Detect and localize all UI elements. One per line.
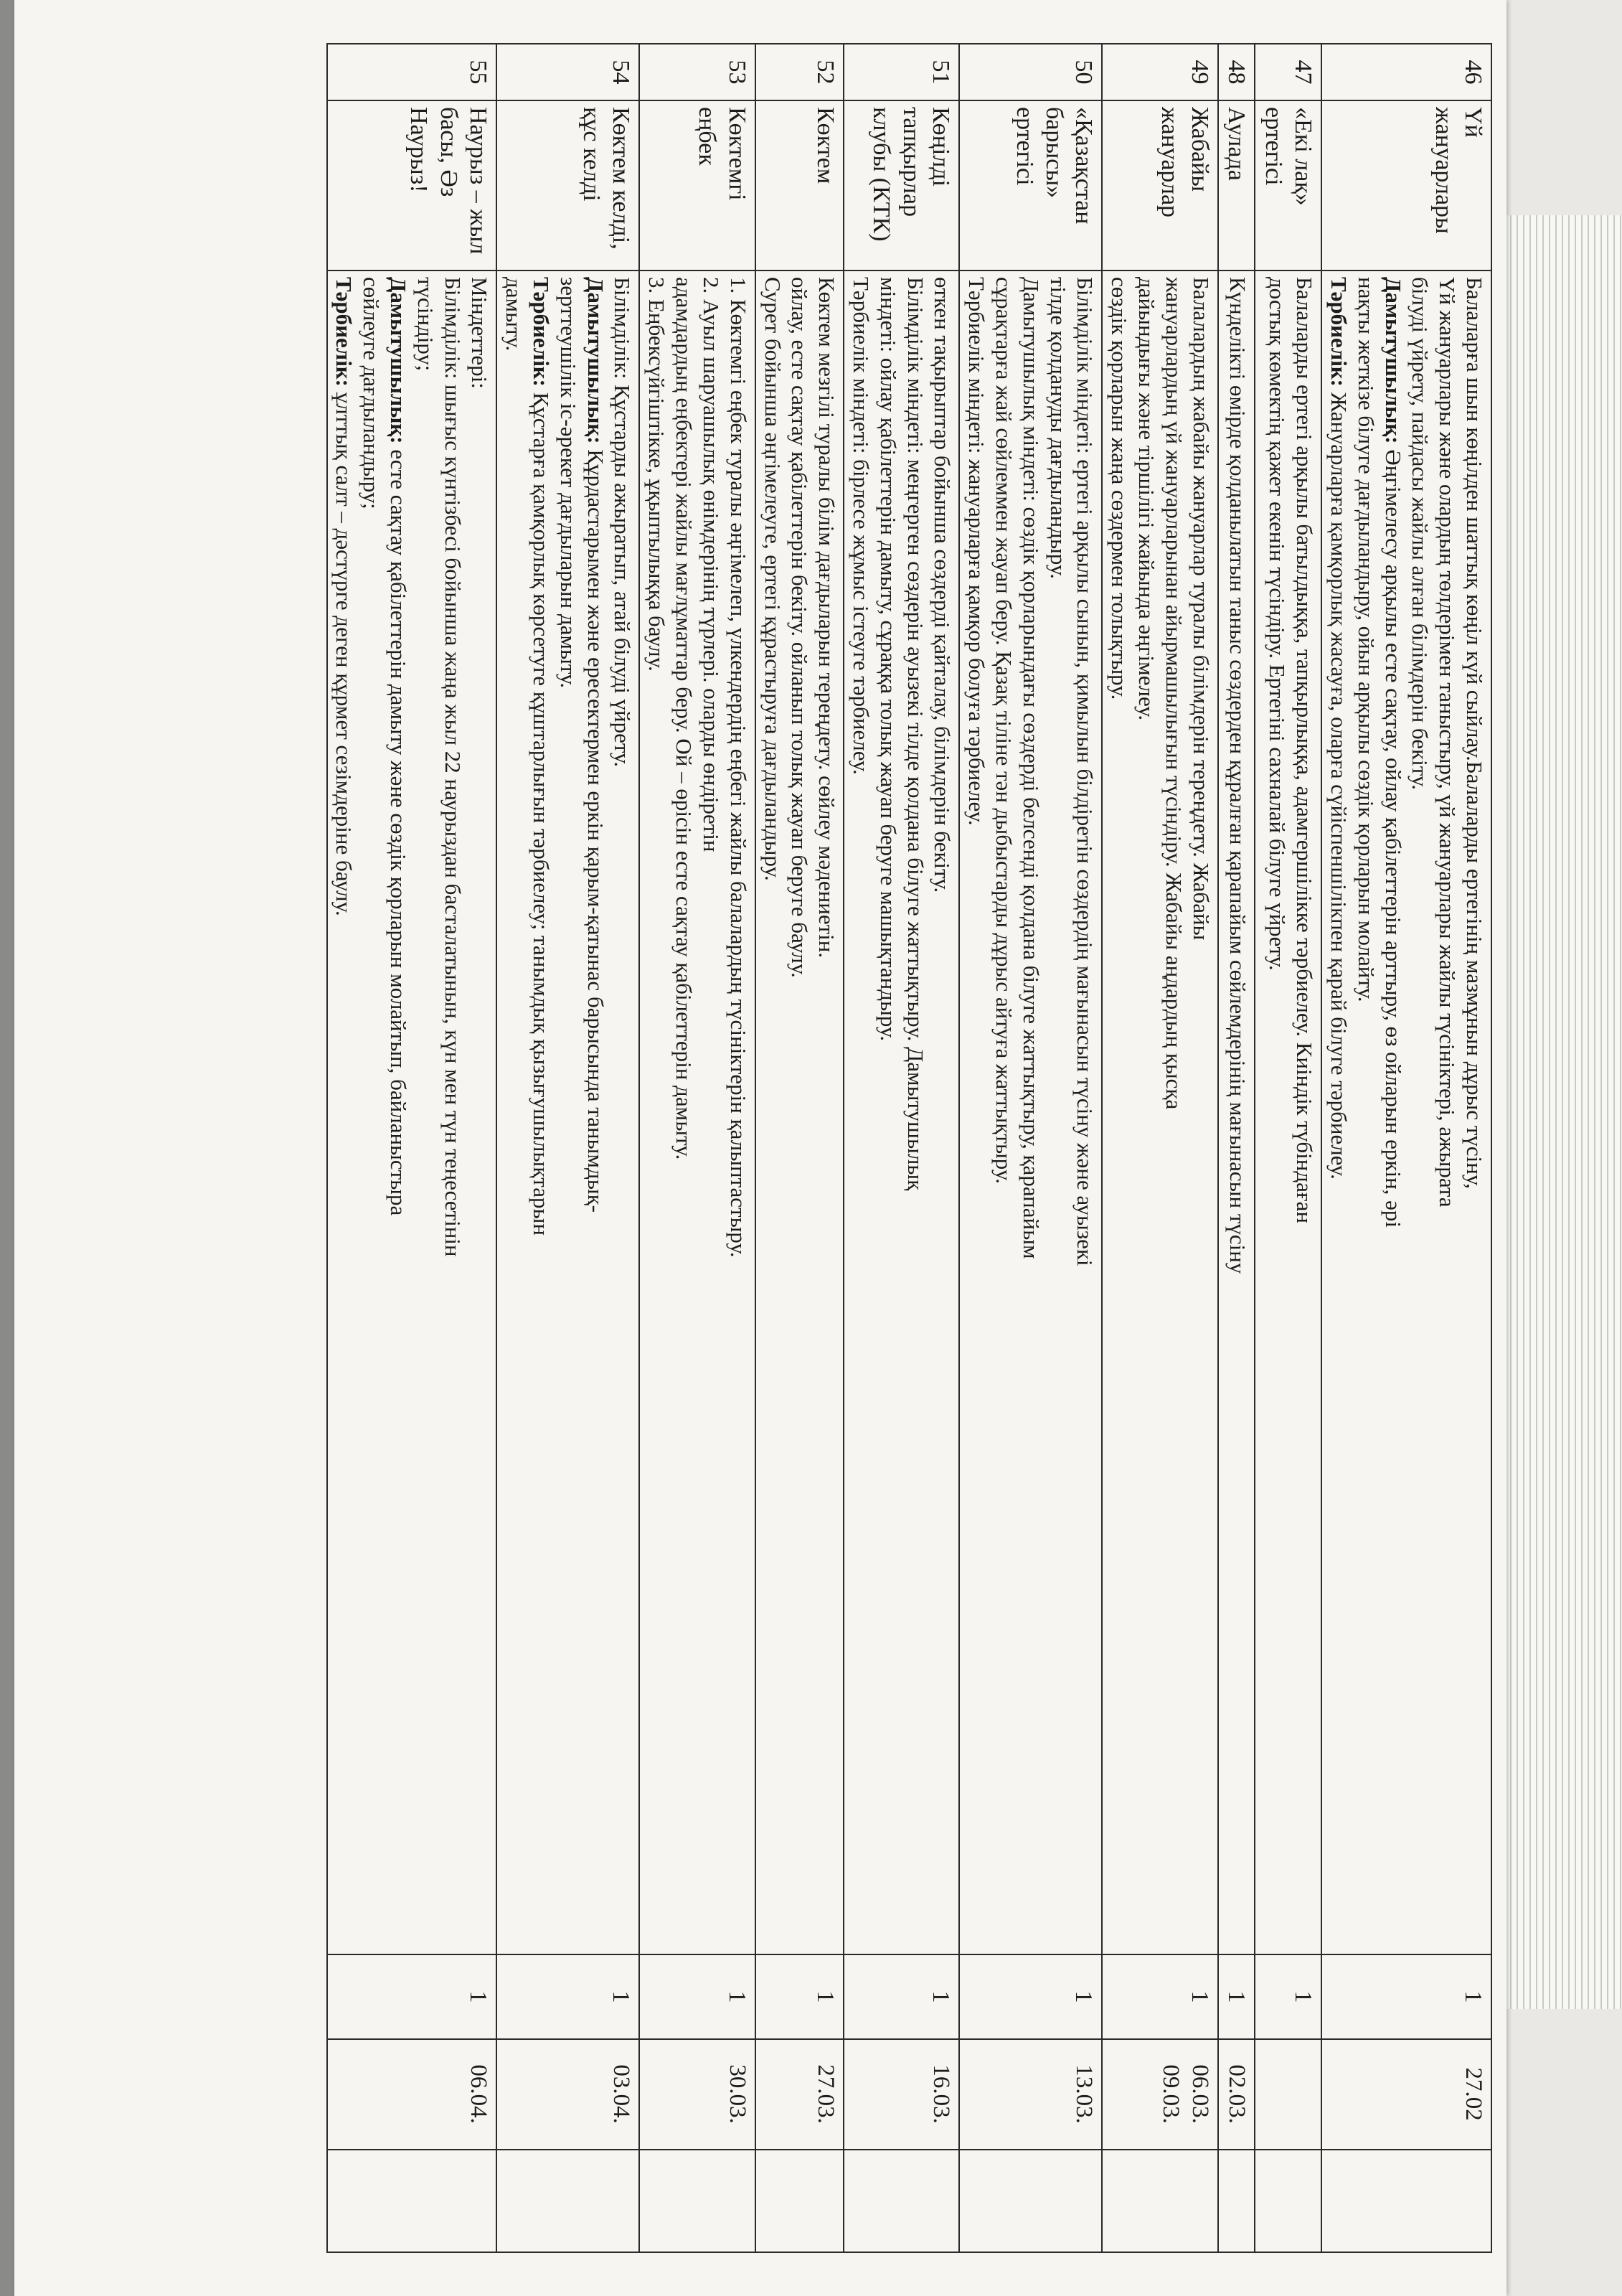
row-topic: Жабайы жануарлар xyxy=(1102,100,1217,270)
table-row xyxy=(959,44,1102,2252)
row-notes xyxy=(844,2150,959,2252)
table-row xyxy=(1321,44,1491,2252)
row-number: 48 xyxy=(1218,44,1255,100)
row-tasks xyxy=(639,270,755,1954)
task-line: міндеті: ойлау қабілеттерін дамыту, сұраққа толық жауап беруге машықтандыру. xyxy=(875,277,901,1042)
task-line: Дамытушылық: есте сақтау қабілеттерін дамыту және сөздік қорларын молайтып, байланыстыра xyxy=(385,277,411,1216)
row-hours: 1 xyxy=(327,1954,497,2038)
row-notes xyxy=(639,2150,755,2252)
row-date: 27.02 xyxy=(1321,2039,1491,2150)
row-hours: 1 xyxy=(1321,1954,1491,2038)
task-line: Үй жануарлары және олардың төлдерімен таныстыру, үй жануарлары жайлы түсініктері, ажырата xyxy=(1435,277,1461,1208)
row-topic: Наурыз – жыл басы, Әз Наурыз! xyxy=(327,100,497,270)
task-line: ойлау, есте сақтау қабілеттерін бекіту. ойланып толық жауап беруге баулу. xyxy=(787,277,813,978)
table-row xyxy=(1218,44,1255,2252)
row-date xyxy=(1255,2039,1321,2150)
task-line: Дамытушылық: Құрдастарымен және ересектермен еркін қарым-қатынас барысында танымдық- xyxy=(583,277,608,1213)
row-tasks xyxy=(327,270,497,1954)
row-hours: 1 xyxy=(1218,1954,1255,2038)
row-tasks xyxy=(1102,270,1217,1954)
task-line: Балаларды ертегі арқылы батылдыққа, тапқырлыққа, адамгершілікке тәрбиелеу. Киіндік түбіндаған xyxy=(1292,277,1318,1223)
row-tasks xyxy=(1218,270,1255,1954)
task-line: тілде қолдануды дағдыландыру. xyxy=(1045,277,1071,580)
task-line: сөздік қорларын жаңа сөздермен толықтыру. xyxy=(1107,277,1133,700)
row-tasks xyxy=(1321,270,1491,1954)
task-line: 3. Еңбексүйгіштікке, ұқыптылыққа баулу. xyxy=(644,277,670,672)
task-line: Тәрбиелік: ұлттық салт – дәстүрге деген құрмет сезімдеріне баулу. xyxy=(331,277,357,916)
row-topic: Көңілді тапқырлар клубы (КТК) xyxy=(844,100,959,270)
task-line: Күнделікті өмірде қолданылатын таныс сөздерден құралған қарапайым сөйлемдерінің мағынасын түсіну xyxy=(1225,277,1251,1274)
row-tasks xyxy=(755,270,844,1954)
rotated-document xyxy=(29,43,1492,2282)
row-notes xyxy=(1102,2150,1217,2252)
row-notes xyxy=(1218,2150,1255,2252)
row-number: 46 xyxy=(1321,44,1491,100)
row-topic: Көктем xyxy=(755,100,844,270)
task-line: Білімділік: шығыс күнтізбесі бойынша жаңа жыл 22 наурыздан басталатынын, күн мен түн теңесетінін xyxy=(440,277,466,1257)
table-row xyxy=(1102,44,1217,2252)
row-notes xyxy=(496,2150,639,2252)
row-topic: Көктем келді, құс келді xyxy=(496,100,639,270)
row-topic: Аулада xyxy=(1218,100,1255,270)
task-line: Тәрбиелік: Жануарларға қамқорлық жасауға, оларға сүйіспеншілікпен қарай білуге тәрбиелеу. xyxy=(1326,277,1352,1180)
row-topic: «Қазақстан барысы» ертегісі xyxy=(959,100,1102,270)
row-hours: 1 xyxy=(844,1954,959,2038)
row-number: 47 xyxy=(1255,44,1321,100)
task-line: Білімділік міндеті: ертегі арқылы сынын, қимылын білдіретін сөздердің мағынасын түсіну және ауызекі xyxy=(1072,277,1098,1266)
task-line: сөйлеуге дағдыландыру; xyxy=(359,277,385,509)
task-line: Балалардың жабайы жануарлар туралы білімдерін тереңдету. Жабайы xyxy=(1188,277,1214,941)
table-row xyxy=(327,44,497,2252)
task-line: Білімділік міндеті: меңгерген сөздерін ауызекі тілде қолдана білуге жаттықтыру. Дамытушылық xyxy=(902,277,928,1191)
task-line: Тәрбиелік міндеті: жануарларға қамқор болуға тәрбиелеу. xyxy=(964,277,990,826)
row-hours: 1 xyxy=(959,1954,1102,2038)
row-tasks xyxy=(959,270,1102,1954)
task-line: Дамытушылық міндеті: сөздік қорларындағы сөздерді белсенді қолдана білуге жаттықтыру, қарапайым xyxy=(1018,277,1044,1259)
lesson-plan-table xyxy=(326,43,1492,2253)
row-date: 16.03. xyxy=(844,2039,959,2150)
table-row xyxy=(1255,44,1321,2252)
task-line: 1. Көктемгі еңбек туралы әңгімелеп, үлкендердің еңбегі жайлы балалардың түсініктерін қалыптастыру. xyxy=(725,277,751,1258)
task-line: өткен тақырыптар бойынша сөздерді қайталау, білімдерін бекіту. xyxy=(930,277,956,893)
task-line: Сурет бойынша әңгімелеуге, ертегі құрастыруға дағдыландыру. xyxy=(760,277,786,881)
table-row xyxy=(755,44,844,2252)
row-notes xyxy=(1321,2150,1491,2252)
task-line: Міндеттері: xyxy=(467,277,493,389)
row-date: 30.03. xyxy=(639,2039,755,2150)
table-row xyxy=(639,44,755,2252)
row-number: 51 xyxy=(844,44,959,100)
row-tasks xyxy=(496,270,639,1954)
task-line: зерттеушілік іс-әрекет дағдыларын дамыту. xyxy=(555,277,581,689)
task-line: Тәрбиелік: Құстарға қамқорлық көрсетуге құштарлығын тәрбиелеу; танымдық қызығушылықтарын xyxy=(529,277,555,1236)
row-hours: 1 xyxy=(1255,1954,1321,2038)
task-line: Дамытушылық: Әңгімелесу арқылы есте сақтау, ойлау қабілеттерін арттыру, өз ойларын еркін, әрі xyxy=(1380,277,1406,1228)
task-line: дайындығы және тіршілігі жайында әңгімелеу. xyxy=(1134,277,1160,721)
row-tasks xyxy=(844,270,959,1954)
row-date: 06.04. xyxy=(327,2039,497,2150)
task-line: жануарлардың үй жануарларынан айырмашылығын түсіндіру. Жабайы аңдардың қысқа xyxy=(1161,277,1187,1110)
task-line: дамыту. xyxy=(501,277,527,352)
row-number: 52 xyxy=(755,44,844,100)
row-hours: 1 xyxy=(1102,1954,1217,2038)
task-line: Білімділік: Құстарды ажыратып, атай білуді үйрету. xyxy=(610,277,636,768)
task-line: Балаларға шын көңілден шаттық көңіл күй сыйлау.Балаларды ертегінің мазмұнын дұрыс түсіну, xyxy=(1462,277,1487,1189)
row-date: 13.03. xyxy=(959,2039,1102,2150)
task-line: достық көмектің қажет екенін түсіндіру. Ертегіні сахналай білуге үйрету. xyxy=(1265,277,1291,971)
row-notes xyxy=(755,2150,844,2252)
task-line: Көктем мезгілі туралы білім дағдыларын тереңдету. сөйлеу мәдениетін. xyxy=(814,277,840,959)
row-topic: Көктемгі еңбек xyxy=(639,100,755,270)
row-date: 27.03. xyxy=(755,2039,844,2150)
task-line: Тәрбиелік міндеті: бірлесе жұмыс істеуге тәрбиелеу. xyxy=(848,277,874,775)
row-notes xyxy=(1255,2150,1321,2252)
task-line: нақты жеткізе білуге дағдыландыру, ойын арқылы сөздік қорларын молайту. xyxy=(1353,277,1379,1002)
table-row xyxy=(844,44,959,2252)
row-hours: 1 xyxy=(755,1954,844,2038)
document-sheet xyxy=(14,0,1507,2296)
row-number: 54 xyxy=(496,44,639,100)
row-date: 02.03. xyxy=(1218,2039,1255,2150)
row-date: 06.03. 09.03. xyxy=(1102,2039,1217,2150)
task-line: 2. Ауыл шаруашылық өнімдерінің түрлері. оларды өндіретін xyxy=(698,277,724,852)
row-hours: 1 xyxy=(496,1954,639,2038)
task-line: сұрақтарға жай сөйлеммен жауап беру. Қазақ тіліне тән дыбыстарды дұрыс айтуға жаттықтыру. xyxy=(991,277,1017,1185)
row-topic: Үй жануарлары xyxy=(1321,100,1491,270)
task-line: білуді үйрету, пайдасы жайлы алған білімдерін бекіту. xyxy=(1408,277,1433,791)
row-notes xyxy=(327,2150,497,2252)
table-row xyxy=(496,44,639,2252)
row-number: 50 xyxy=(959,44,1102,100)
row-number: 55 xyxy=(327,44,497,100)
row-tasks xyxy=(1255,270,1321,1954)
task-line: адамдардың еңбектері жайлы мағлұматтар беру. Ой – өрісін есте сақтау қабілеттерін дамыту. xyxy=(671,277,697,1160)
task-line: түсіндіру; xyxy=(412,277,438,372)
row-hours: 1 xyxy=(639,1954,755,2038)
row-notes xyxy=(959,2150,1102,2252)
row-number: 53 xyxy=(639,44,755,100)
row-number: 49 xyxy=(1102,44,1217,100)
row-date: 03.04. xyxy=(496,2039,639,2150)
row-topic: «Екі лақ» ертегісі xyxy=(1255,100,1321,270)
